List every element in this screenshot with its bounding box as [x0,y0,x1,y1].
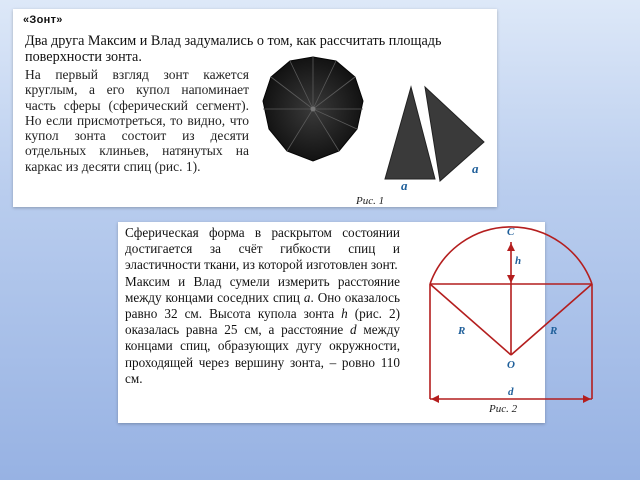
side-label-a: a [472,161,479,176]
figure-1-umbrella [13,9,497,207]
arrowhead-h-bottom [507,275,515,283]
arrowhead-d-left [431,395,439,403]
radius-left [430,284,511,355]
umbrella-tip [311,107,316,112]
text-segment: (рис. 2) оказалась равна 25 см, а расстояние [125,306,400,338]
arrowhead-d-right [583,395,591,403]
text-segment: . Оно оказалось равно 32 см. Высота купола зонта [125,289,400,322]
height-label-h: h [515,255,522,267]
radius-right [511,284,592,355]
var-h: h [341,306,348,322]
figure-2-segment-diagram [118,222,558,423]
radius-label-left: R [458,325,466,337]
arrowhead-h-top [507,243,515,251]
figure-1-caption: Рис. 1 [356,195,385,207]
lead-text: Два друга Максим и Влад задумались о том, как рассчитать площадь поверхности зонта. [25,33,442,65]
var-d: d [350,322,357,338]
text-segment: Максим и Влад сумели измерить расстояние между концами соседних спиц [125,273,400,305]
radius-label-right: R [550,325,558,337]
problem-card-measurements [118,222,558,423]
var-a: a [303,289,311,305]
intro-paragraph: На первый взгляд зонт кажется круглым, а его купол напоминает часть сферы (сферический сегмент). Но если присмотреться, то видно, что купол зонта состоит из десяти отдельных клиньев, натянутых на каркас из десяти спиц (рис. 1). [25,67,249,174]
problem-card-umbrella [13,9,497,207]
base-label-a: a [401,178,408,193]
point-label-C: C [507,226,515,238]
dimension-label-d: d [508,386,514,398]
figure-2-caption: Рис. 2 [489,403,518,415]
paragraph-shape: Сферическая форма в раскрытом состоянии достигается за счёт гибкости спиц и эластичности ткани, из которой изготовлен зонт. [125,225,400,273]
card-title: «Зонт» [23,14,63,26]
text-segment: между концами спиц, образующих дугу окружности, проходящей через вершину зонта, – ровно 110 см. [125,322,400,386]
center-label-O: O [507,359,515,371]
